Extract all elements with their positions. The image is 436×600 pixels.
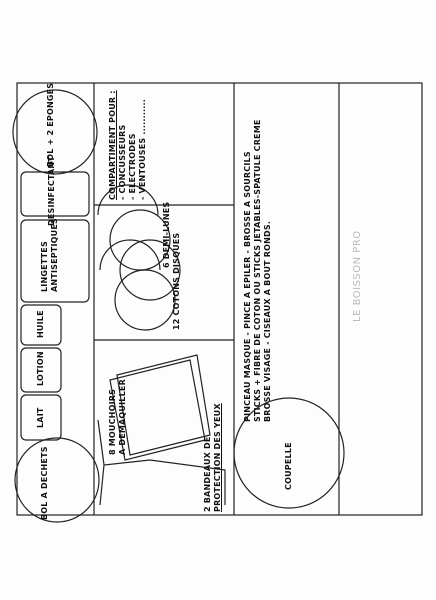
label-lingettes-line2: ANTISEPTIQUES (50, 218, 59, 292)
label-bol-dechets: BOL A DECHETS (40, 446, 49, 520)
label-mouchoirs (108, 379, 128, 455)
label-lait: LAIT (36, 407, 45, 428)
label-bol-eponges: BOL + 2 EPONGES (46, 82, 55, 167)
label-bandeaux-line2: PROTECTION DES YEUX (213, 403, 222, 512)
tools-line1: PINCEAU MASQUE - PINCE A EPILER - BROSSE A SOURCILS (243, 151, 252, 422)
label-cotons-disques: 12 COTONS DISQUES (172, 232, 181, 330)
compartiment-title: COMPARTIMENT POUR : (108, 90, 117, 200)
compartiment-block (108, 90, 148, 200)
label-mouchoirs-line1: 8 MOUCHOIRS (108, 388, 117, 455)
mouchoirs-shape-2 (117, 355, 210, 455)
tools-line3: BROSSE VISAGE - CISEAUX A BOUT RONDS. (263, 220, 272, 422)
label-bandeaux-line1: 2 BANDEAUX DE (203, 436, 212, 512)
compartiment-item-concusseurs: - CONCUSSEURS (118, 124, 127, 200)
coton-disque-3 (110, 210, 170, 270)
tools-line2: STICKS + FIBRE DE COTON OU STICKS JETABLES-SPATULE CREME (253, 119, 262, 422)
label-lingettes (40, 218, 60, 292)
label-lingettes-line1: LINGETTES (40, 241, 49, 292)
label-huile: HUILE (36, 310, 45, 338)
tools-list (243, 119, 273, 422)
label-lotion: LOTION (36, 351, 45, 386)
watermark: LE BOISSON PRO (352, 230, 363, 322)
compartiment-item-electrodes: - ELECTRODES (128, 133, 137, 200)
label-desinfectant: DESINFECTANT (47, 156, 56, 226)
label-mouchoirs-line2: A DEMAQUILLER (118, 379, 127, 455)
compartiment-item-ventouses: - VENTOUSES ........... (138, 98, 147, 200)
bol-dechets-circle (15, 438, 99, 522)
label-coupelle: COUPELLE (284, 442, 293, 490)
label-demi-lunes: 6 DEMI-LUNES (162, 201, 171, 268)
label-bandeaux (203, 403, 223, 512)
